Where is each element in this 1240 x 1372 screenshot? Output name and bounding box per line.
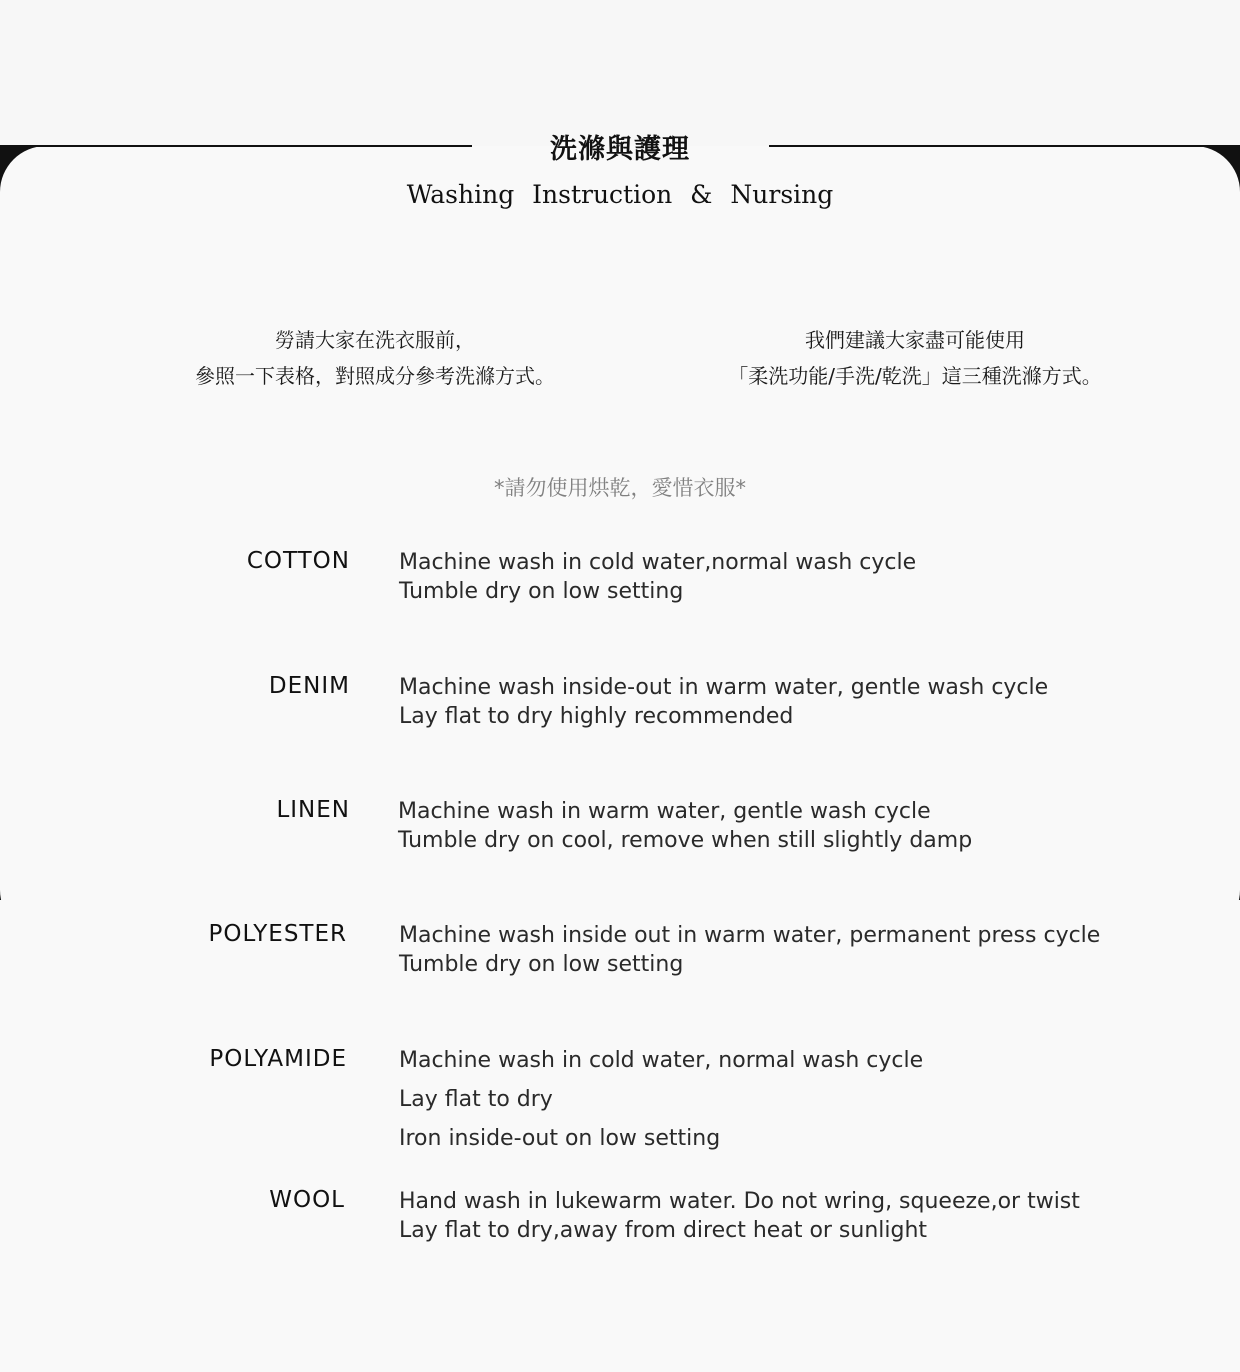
instruction-line: Machine wash in cold water,normal wash cycle [399,550,917,575]
fabric-instructions [399,1046,923,1163]
instruction-line: Machine wash inside-out in warm water, gentle wash cycle [399,675,1049,700]
instruction-line: Hand wash in lukewarm water. Do not wring, squeeze,or twist [399,1189,1080,1214]
intro-left-line: 勞請大家在洗衣服前， [275,328,475,352]
instruction-line: Tumble dry on low setting [399,579,684,604]
intro-left [150,322,600,394]
instruction-line: Lay flat to dry,away from direct heat or sunlight [399,1218,928,1243]
instruction-line: Machine wash in warm water, gentle wash cycle [398,799,931,824]
fabric-name: DENIM [268,673,350,699]
fabric-name: POLYESTER [208,921,347,947]
instruction-line: Tumble dry on low setting [399,952,684,977]
fabric-name: POLYAMIDE [209,1046,347,1072]
instruction-line: Lay flat to dry [399,1087,553,1112]
fabric-instructions [399,1187,1080,1245]
fabric-instructions [399,548,916,606]
fabric-instructions [399,921,1100,979]
instruction-line: Machine wash inside out in warm water, permanent press cycle [399,923,1101,948]
instruction-line: Iron inside-out on low setting [399,1126,721,1151]
fabric-instructions [398,797,972,855]
instruction-line: Machine wash in cold water, normal wash cycle [399,1048,924,1073]
instruction-line: Lay flat to dry highly recommended [399,704,794,729]
intro-left-line: 參照一下表格，對照成分參考洗滌方式。 [195,364,555,388]
intro-right [690,322,1140,394]
intro-right-line: 「柔洗功能/手洗/乾洗」這三種洗滌方式。 [728,364,1102,388]
fabric-name: COTTON [246,548,350,574]
no-dryer-notice: *請勿使用烘乾，愛惜衣服* [494,476,746,500]
instruction-line: Tumble dry on cool, remove when still slightly damp [398,828,973,853]
page-title-chinese: 洗滌與護理 [550,134,690,165]
page-title-english: Washing Instruction & Nursing [406,180,834,209]
fabric-instructions [399,673,1048,731]
intro-right-line: 我們建議大家盡可能使用 [805,328,1025,352]
fabric-name: WOOL [269,1187,345,1213]
fabric-name: LINEN [276,797,350,823]
